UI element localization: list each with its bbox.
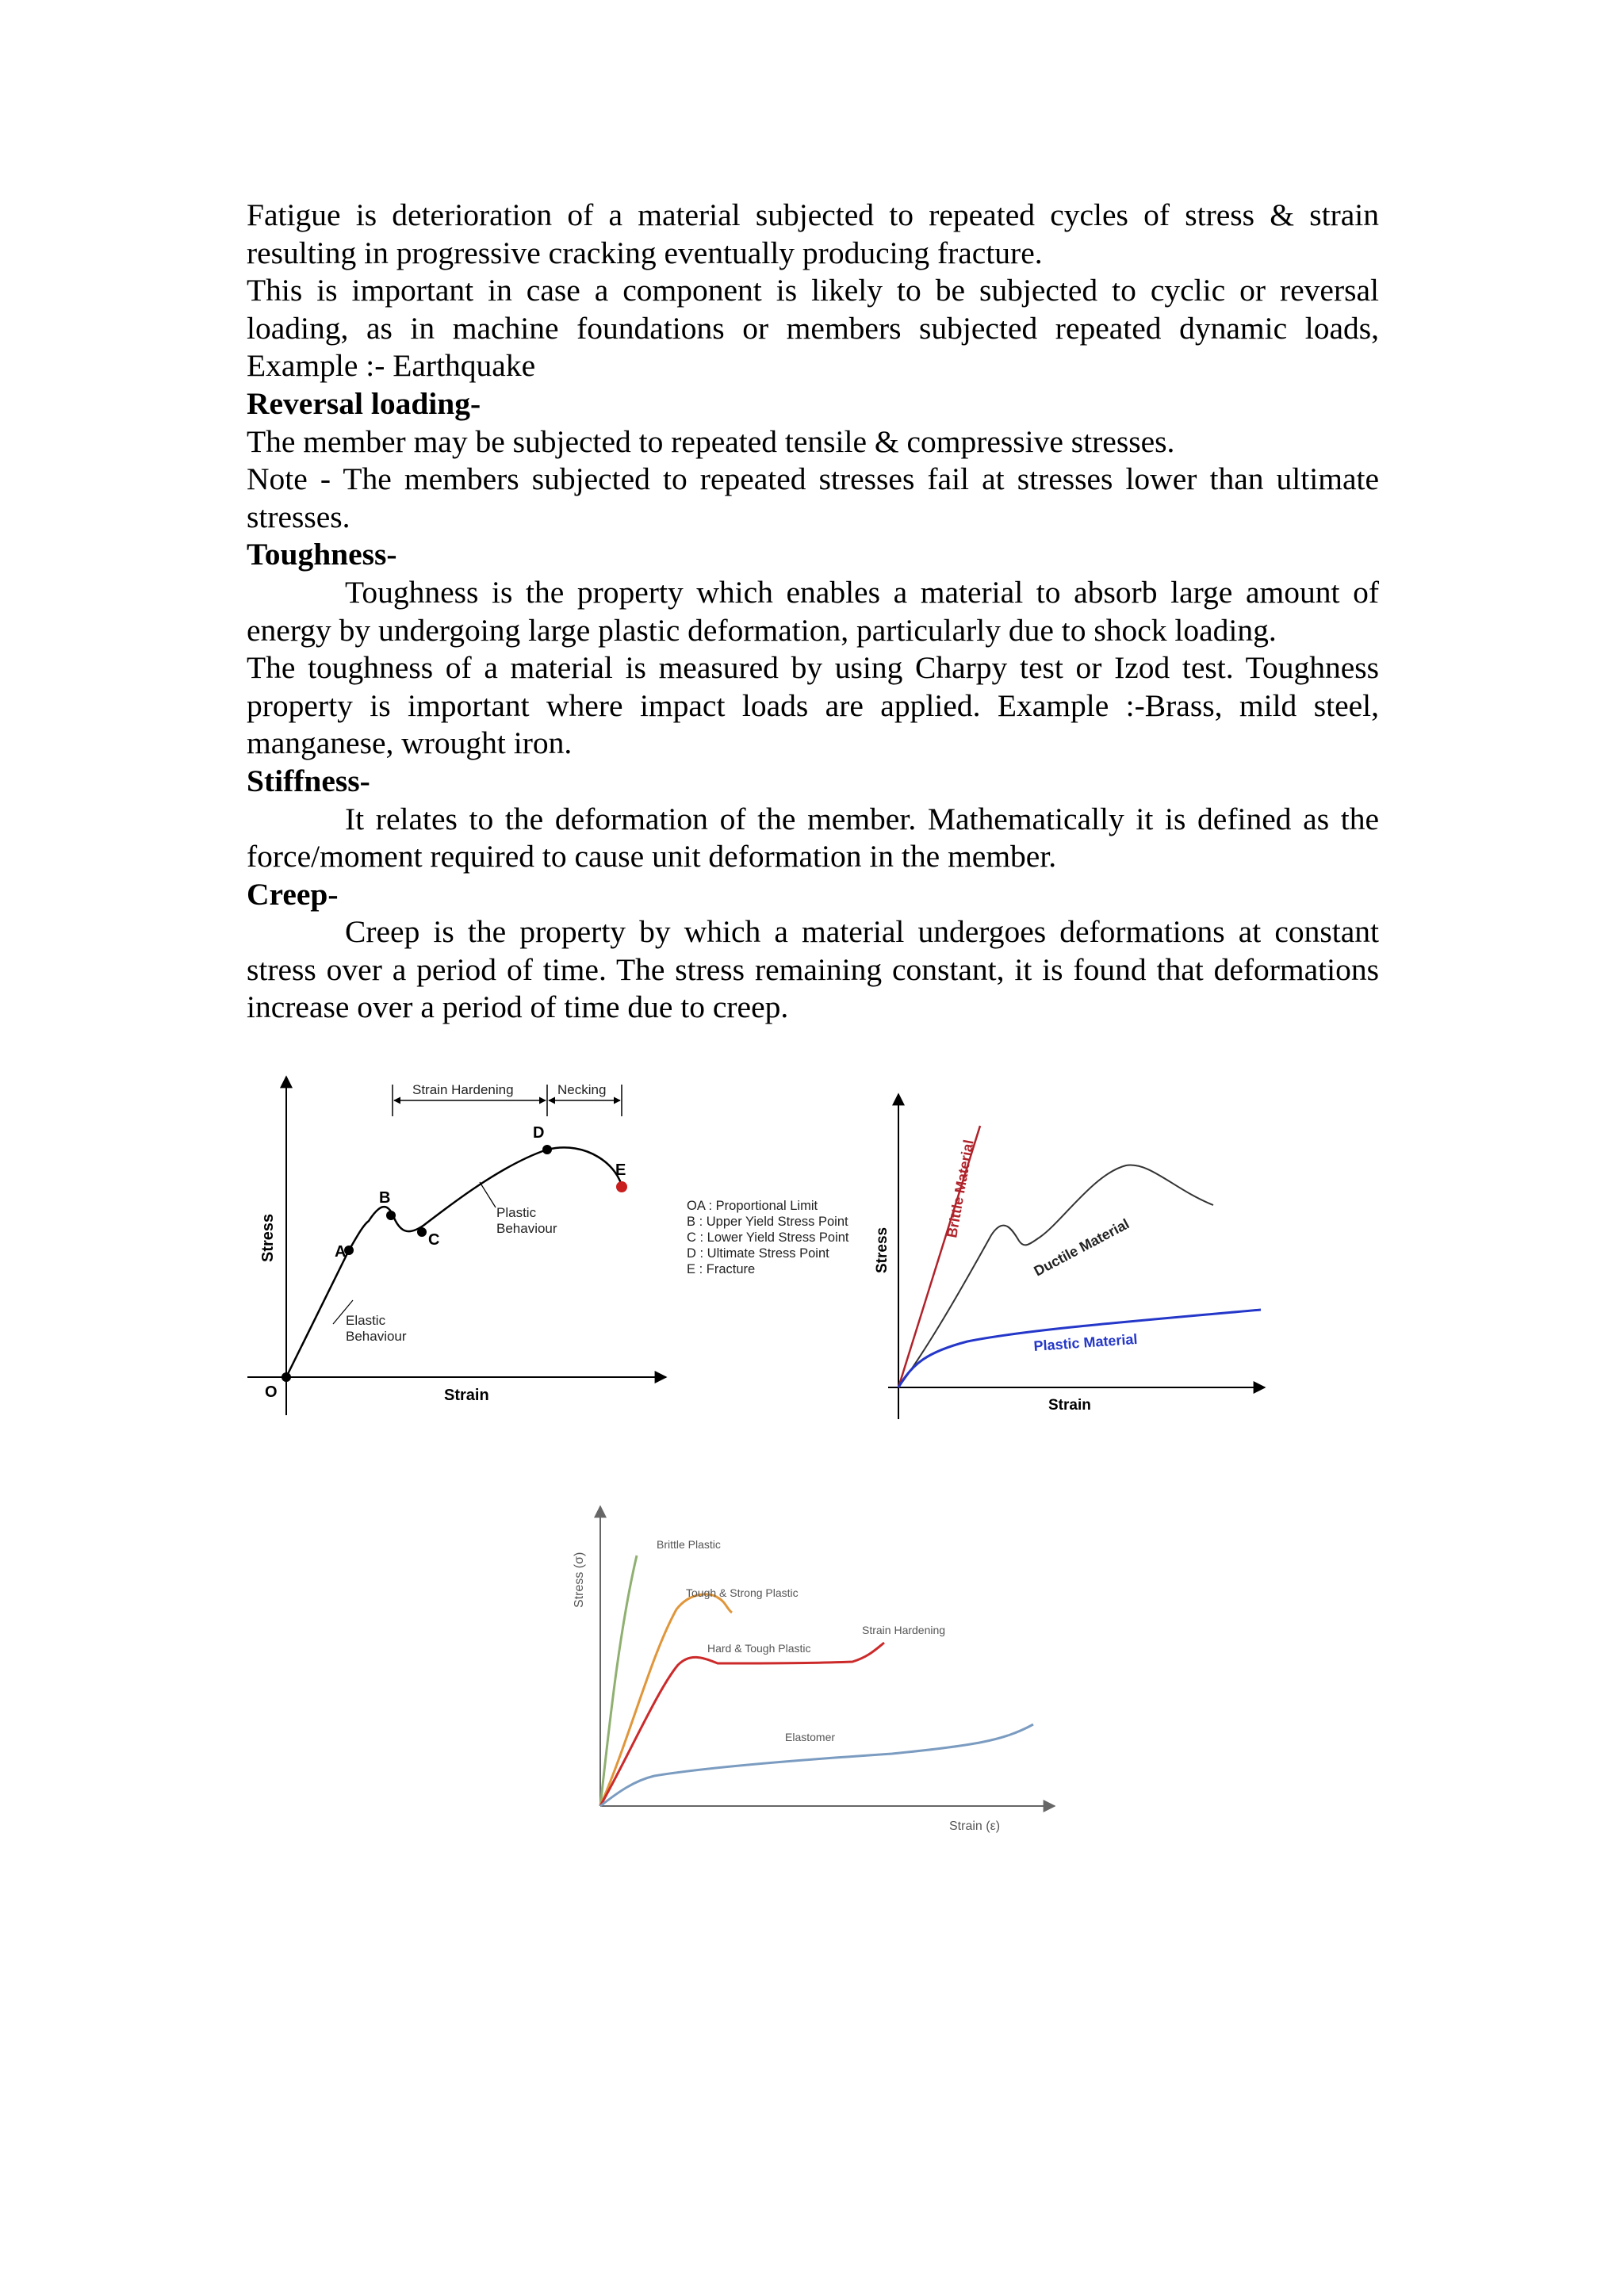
chart1-point-C — [417, 1227, 427, 1237]
chart1-region-strain-hardening: Strain Hardening — [412, 1082, 514, 1097]
chart3-series-tough-strong: Tough & Strong Plastic — [686, 1586, 799, 1599]
text-block — [247, 197, 1379, 1027]
chart1-x-label: Strain — [444, 1387, 489, 1404]
stress-strain-points-chart — [238, 1062, 912, 1427]
chart1-origin-label: O — [265, 1383, 278, 1401]
chart1-annotation-plastic: Plastic Behaviour — [496, 1205, 557, 1236]
chart2-series-plastic: Plastic Material — [1032, 1330, 1139, 1354]
chart1-label-E: E — [615, 1161, 626, 1179]
chart1-point-origin — [282, 1372, 291, 1382]
toughness-paragraph-2: The toughness of a material is measured by using Charpy test or Izod test. Toughness property is important where impact loads are applied. Example :-Brass, mild steel, manganese, wrought iron. — [247, 650, 1379, 761]
chart1-curve — [286, 1147, 622, 1377]
chart3-series-hard-tough: Hard & Tough Plastic — [707, 1642, 811, 1655]
creep-paragraph: Creep is the property by which a material undergoes deformations at constant stress over a period of time. The stress remaining constant, it is found that deformations increase over a period of time due to creep. — [247, 914, 1379, 1025]
chart1-label-A: A — [335, 1243, 347, 1261]
chart3-x-label: Strain (ε) — [949, 1820, 1001, 1833]
reversal-loading-heading: Reversal loading- — [247, 385, 481, 421]
chart2-series-ductile: Ductile Material — [1031, 1215, 1132, 1280]
chart3-brittle-curve — [600, 1556, 637, 1806]
toughness-paragraph-1: Toughness is the property which enables a material to absorb large amount of energy by undergoing large plastic deformation, particularly due to shock loading. — [247, 574, 1379, 648]
material-types-chart — [864, 1086, 1277, 1427]
chart3-series-elastomer: Elastomer — [785, 1731, 836, 1743]
chart3-series-strain-hardening: Strain Hardening — [862, 1624, 946, 1636]
fatigue-paragraph-1: Fatigue is deterioration of a material subjected to repeated cycles of stress & strain resulting in progressive cracking eventually producing fracture. — [247, 197, 1379, 270]
chart1-label-D: D — [533, 1124, 545, 1142]
chart1-point-B — [386, 1211, 396, 1220]
chart1-legend-item: E : Fracture — [687, 1262, 756, 1276]
chart2-ductile-line — [898, 1165, 1213, 1387]
chart3-y-label: Stress (σ) — [573, 1552, 586, 1608]
chart2-series-brittle: Brittle Material — [944, 1138, 977, 1239]
plastics-stress-strain-chart — [559, 1498, 1067, 1839]
chart2-x-label: Strain — [1048, 1397, 1091, 1414]
chart1-point-D — [542, 1145, 552, 1154]
chart1-legend-item: C : Lower Yield Stress Point — [687, 1230, 849, 1245]
reversal-note-paragraph: Note - The members subjected to repeated stresses fail at stresses lower than ultimate stresses. — [247, 461, 1379, 534]
chart1-label-C: C — [428, 1231, 440, 1249]
creep-heading: Creep- — [247, 876, 339, 912]
chart3-series-brittle: Brittle Plastic — [657, 1538, 721, 1551]
chart1-legend — [687, 1199, 849, 1276]
toughness-heading: Toughness- — [247, 537, 397, 572]
chart1-legend-item: D : Ultimate Stress Point — [687, 1246, 829, 1261]
chart1-y-label: Stress — [259, 1213, 277, 1262]
fatigue-paragraph-2: This is important in case a component is likely to be subjected to cyclic or reversal loading, as in machine foundations or members subjected repeated dynamic loads, Example :- Earthquake — [247, 273, 1379, 384]
chart3-hard-tough-curve — [600, 1643, 884, 1806]
chart1-region-necking: Necking — [557, 1082, 607, 1097]
chart1-legend-item: B : Upper Yield Stress Point — [687, 1215, 848, 1229]
chart1-legend-item: OA : Proportional Limit — [687, 1199, 818, 1213]
chart2-y-label: Stress — [874, 1226, 891, 1273]
chart1-plastic-leader — [480, 1182, 496, 1207]
stiffness-paragraph: It relates to the deformation of the member. Mathematically it is defined as the force/moment required to cause unit deformation in the member. — [247, 801, 1379, 874]
reversal-loading-paragraph: The member may be subjected to repeated tensile & compressive stresses. — [247, 423, 1175, 459]
stiffness-heading: Stiffness- — [247, 763, 370, 798]
chart1-point-E — [616, 1181, 627, 1192]
chart1-label-B: B — [379, 1189, 391, 1207]
chart1-annotation-elastic: Elastic Behaviour — [346, 1313, 407, 1344]
